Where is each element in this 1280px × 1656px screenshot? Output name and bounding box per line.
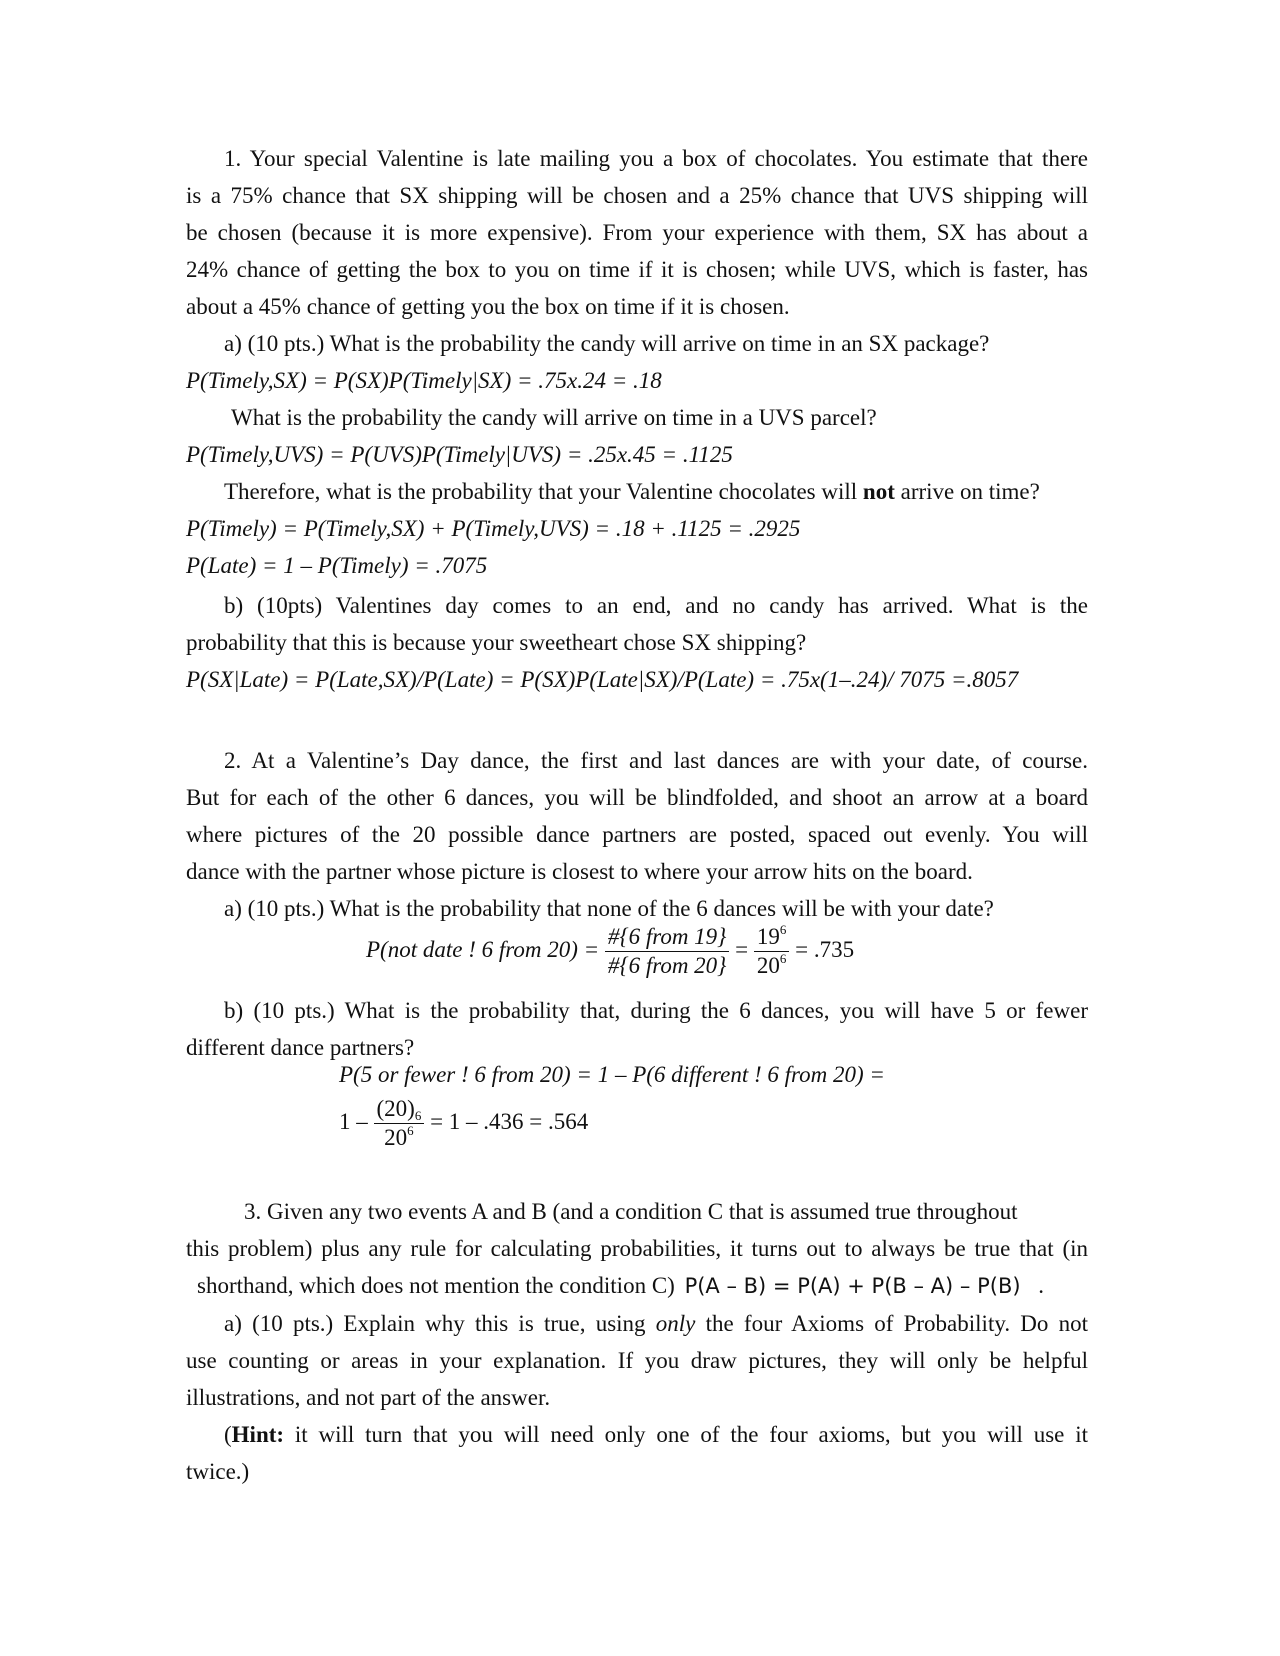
q2a-fraction-2-den [754, 952, 790, 980]
q3a-line-1-pre: a) (10 pts.) Explain why this is true, using [224, 1311, 646, 1336]
q2a-question: a) (10 pts.) What is the probability that none of the 6 dances will be with your date? [224, 896, 994, 921]
q2a-formula-lhs: P(not date ! 6 from 20) = [366, 937, 600, 962]
q1a-answer: P(Timely,SX) = P(SX)P(Timely|SX) = .75x.24 = .18 [186, 368, 662, 393]
q2a-num-base: 19 [756, 924, 780, 950]
q2-line-4: dance with the partner whose picture is closest to where your arrow hits on the board. [186, 859, 973, 884]
q2a-fraction-1-den: #{6 from 20} [607, 953, 727, 979]
q2a-den-exp: 6 [779, 951, 787, 967]
q3-line-3-text: shorthand, which does not mention the condition C) [197, 1273, 675, 1298]
q2a-fraction-2-num [754, 923, 790, 952]
q1a-question: a) (10 pts.) What is the probability the candy will arrive on time in an SX package? [224, 331, 990, 356]
q3-hint-bold: Hint: [231, 1422, 285, 1447]
q2b-den-base: 20 [384, 1125, 408, 1151]
q3-line-1: 3. Given any two events A and B (and a condition C that is assumed true throughout [244, 1199, 1018, 1224]
q3-formula-end: . [1038, 1273, 1045, 1298]
q2b-num-base: (20) [376, 1096, 415, 1122]
q3-line-2: this problem) plus any rule for calculating probabilities, it turns out to always be true that (in [186, 1236, 1088, 1261]
q1a-answer-2: P(Timely,UVS) = P(UVS)P(Timely|UVS) = .25x.45 = .1125 [186, 442, 733, 467]
q2a-formula-result: = .735 [795, 937, 855, 962]
q3a-line-1 [224, 1309, 1088, 1339]
q2a-num-exp: 6 [779, 922, 787, 938]
q1-line-4: 24% chance of getting the box to you on time if it is chosen; while UVS, which is faster, has [186, 257, 1088, 282]
q2a-formula: P(not date ! 6 from 20) = $\frac{\text{\#\{6 from 19\}}}{\text{\#\{6 from 20\}}}$ = $\frac{19^6}{20^6}$ = .735 [366, 922, 855, 979]
q3a-line-2: use counting or areas in your explanation. If you draw pictures, they will only be helpful [186, 1348, 1088, 1373]
q1b-question-line-2: probability that this is because your sweetheart chose SX shipping? [186, 630, 807, 655]
q2a-fraction-2 [754, 923, 790, 980]
q3-hint-line-1 [224, 1420, 1088, 1450]
q3-hint-open: ( [224, 1422, 232, 1447]
q1a-question-3-bold: not [862, 479, 895, 504]
q2b-formula-line-2 [339, 1094, 588, 1152]
q2b-fraction-den [374, 1124, 425, 1152]
q1a-answer-3: P(Timely) = P(Timely,SX) + P(Timely,UVS) = .18 + .1125 = .2925 [186, 516, 801, 541]
q1a-question-3-pre: Therefore, what is the probability that your Valentine chocolates will [224, 479, 858, 504]
q1b-answer: P(SX|Late) = P(Late,SX)/P(Late) = P(SX)P(Late|SX)/P(Late) = .75x(1–.24)/ 7075 =.8057 [186, 667, 1019, 692]
q3a-line-1-italic: only [655, 1311, 696, 1336]
q1-line-5: about a 45% chance of getting you the box on time if it is chosen. [186, 294, 790, 319]
q3a-line-3: illustrations, and not part of the answer. [186, 1385, 551, 1410]
q3-formula: P(A – B) = P(A) + P(B – A) – P(B) [684, 1274, 1021, 1298]
q3a-line-1-post: the four Axioms of Probability. Do not [705, 1311, 1089, 1336]
q1a-question-2: What is the probability the candy will arrive on time in a UVS parcel? [231, 405, 877, 430]
q2b-formula-one: 1 – [339, 1109, 368, 1134]
q1a-question-3-post: arrive on time? [900, 479, 1040, 504]
q2-line-2: But for each of the other 6 dances, you will be blindfolded, and shoot an arrow at a board [186, 785, 1088, 810]
q3-hint-line-2: twice.) [186, 1459, 250, 1484]
q2a-fraction-1-num: #{6 from 19} [605, 923, 730, 952]
q2b-fraction [374, 1095, 425, 1152]
q2b-fraction-num [374, 1095, 425, 1124]
q1a-answer-4: P(Late) = 1 – P(Timely) = .7075 [186, 553, 488, 578]
q3-hint-rest: it will turn that you will need only one of the four axioms, but you will use it [294, 1422, 1088, 1447]
q1-line-3: be chosen (because it is more expensive). From your experience with them, SX has about a [186, 220, 1088, 245]
q2-line-1: 2. At a Valentine’s Day dance, the first and last dances are with your date, of course. [224, 748, 1088, 773]
q2b-question-line-2: different dance partners? [186, 1035, 415, 1060]
q1a-question-3 [224, 477, 1040, 507]
q2b-formula-result: = 1 – .436 = .564 [430, 1109, 589, 1134]
q3-line-3 [197, 1271, 1044, 1301]
q1-line-1: 1. Your special Valentine is late mailing you a box of chocolates. You estimate that there [224, 146, 1088, 171]
q2b-formula-line-1: P(5 or fewer ! 6 from 20) = 1 – P(6 different ! 6 from 20) = [339, 1062, 885, 1087]
q1b-question-line-1: b) (10pts) Valentines day comes to an end, and no candy has arrived. What is the [224, 593, 1088, 618]
q2a-fraction-1 [605, 923, 730, 980]
q2b-question-line-1: b) (10 pts.) What is the probability that, during the 6 dances, you will have 5 or fewer [224, 998, 1088, 1023]
q1-line-2: is a 75% chance that SX shipping will be chosen and a 25% chance that UVS shipping will [186, 183, 1088, 208]
q2b-den-exp: 6 [407, 1123, 414, 1139]
q2b-num-sub: 6 [414, 1108, 422, 1124]
q2-line-3: where pictures of the 20 possible dance partners are posted, spaced out evenly. You will [186, 822, 1088, 847]
q2a-den-base: 20 [756, 953, 780, 979]
